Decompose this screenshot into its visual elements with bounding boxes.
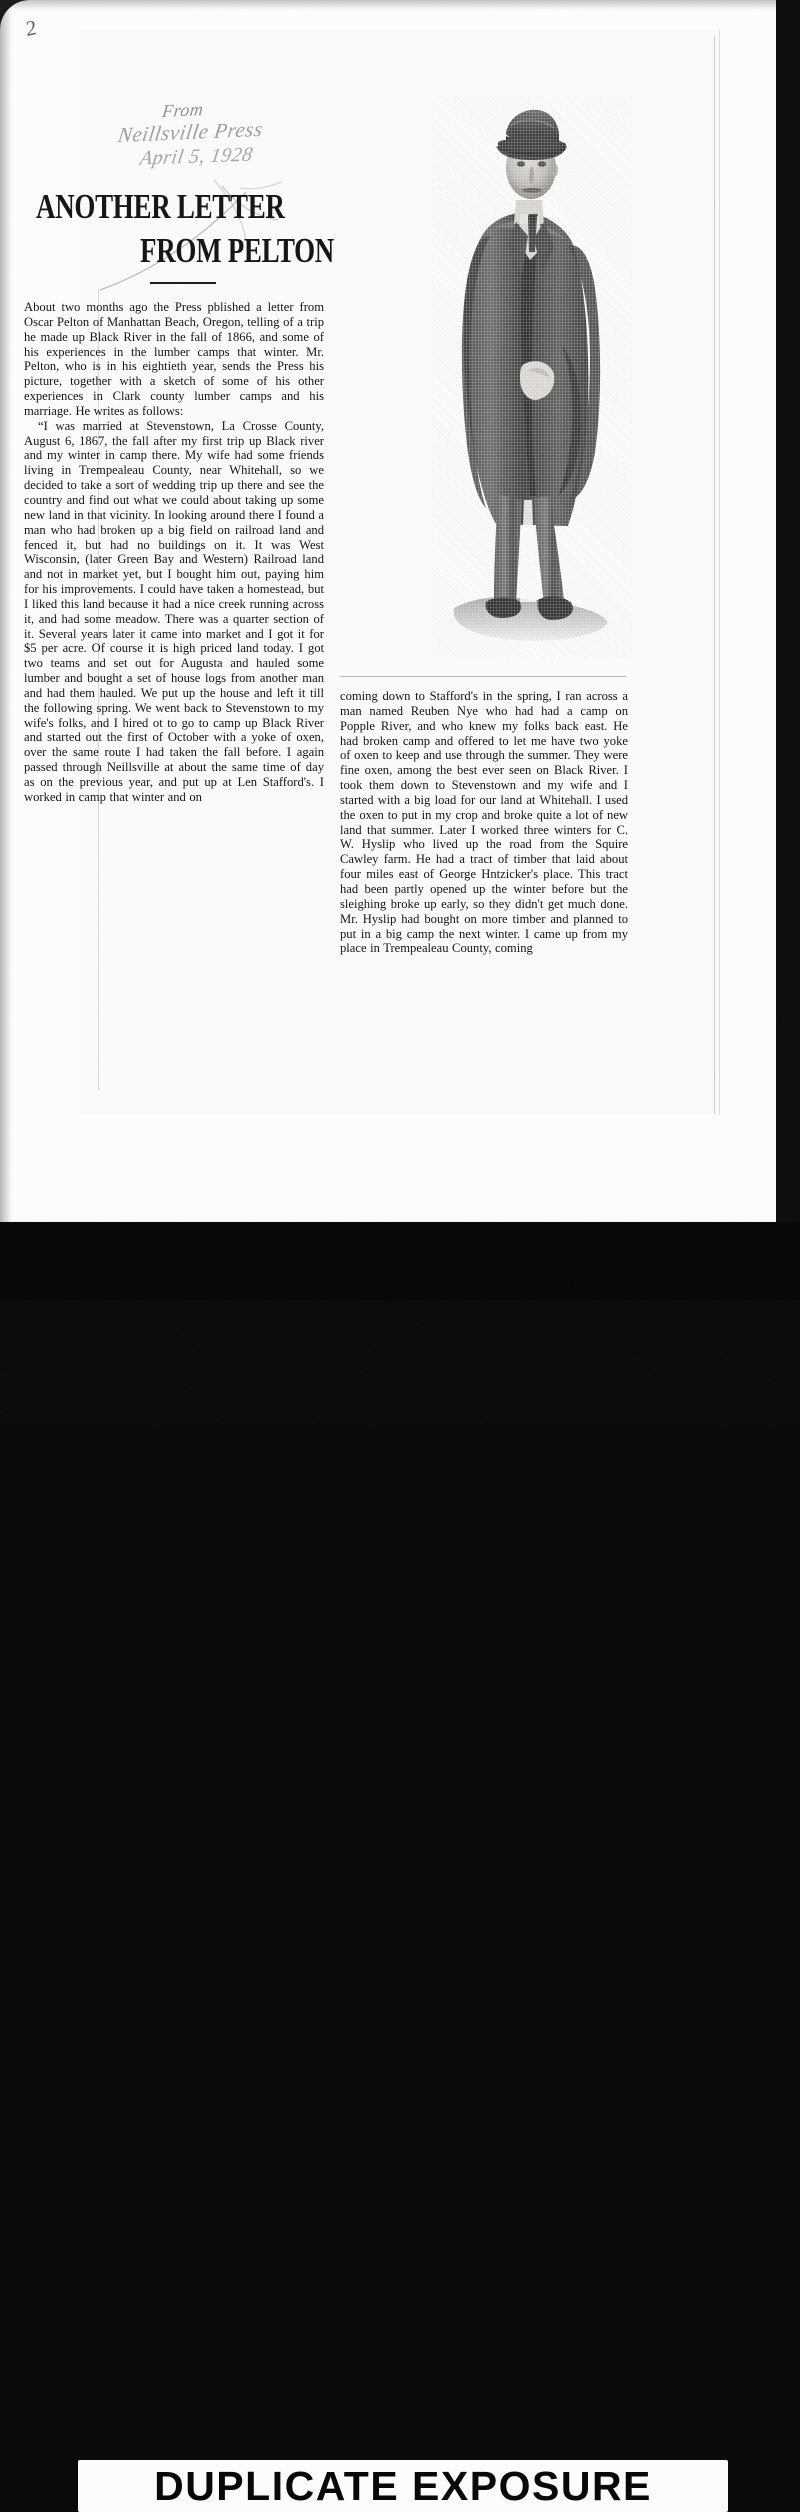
mount-top-edge-shadow bbox=[0, 0, 782, 10]
column-2-top-rule bbox=[340, 676, 626, 677]
handwritten-provenance-note bbox=[116, 96, 398, 170]
article-headline bbox=[34, 186, 334, 270]
bottom-black-band bbox=[0, 1222, 800, 2509]
headline-line-1: ANOTHER LETTER bbox=[36, 187, 285, 226]
column-1-paragraph-1: About two months ago the Press pblished a letter from Oscar Pelton of Manhattan Beach, Oregon, telling of a trip he made up Black River in the fall of 1866, and some of his experiences in the lumber camps that winter. Mr. Pelton, who is in his eightieth year, sends the Press his picture, together with a sketch of some of his other experiences in Clark county lumber camps and his marriage. He writes as follows: bbox=[24, 300, 324, 418]
clipping-right-edge bbox=[719, 30, 720, 1115]
headline-divider-rule bbox=[150, 282, 216, 284]
duplicate-exposure-label: DUPLICATE EXPOSURE bbox=[154, 2462, 652, 2509]
column-2-paragraph-1: coming down to Stafford's in the spring, I ran across a man named Reuben Nye who had had a camp on Popple River, and who knew my folks back east. He had broken camp and offered to let me have two yoke of oxen to keep and use through the summer. They were fine oxen, among the best ever seen on Black River. I took them down to Stevenstown and my wife and I started with a big load for our land at Whitehall. I used the oxen to put in my crop and broke quite a lot of new land that summer. Later I worked three winters for C. W. Hyslip who lived up the road from the Squire Cawley farm. He had a tract of timber that laid about four miles east of George Hntzicker's place. This tract had been partly opened up the winter before but the sleighing broke up early, so they didn't get much done. Mr. Hyslip had bought on more timber and planned to put in a big camp the next winter. I came up from my place in Trempealeau County, coming bbox=[340, 689, 628, 956]
corner-accession-mark: 2 bbox=[24, 14, 38, 42]
handnote-line-from: From bbox=[160, 98, 205, 122]
duplicate-exposure-plate bbox=[78, 2460, 728, 2512]
portrait-photograph-image bbox=[432, 96, 632, 658]
portrait-photograph bbox=[432, 96, 632, 658]
mount-left-edge-shadow bbox=[0, 0, 12, 1222]
handnote-line-publication: Neillsville Press bbox=[116, 116, 265, 148]
column-1-paragraph-2: “I was married at Stevenstown, La Crosse County, August 6, 1867, the fall after my first trip up Black river and my winter in camp there. My wife had some friends living in Trempealeau County, near Whitehall, so we decided to take a sort of wedding trip up there and see the country and find out what we could about taking up some new land in that vicinity. In looking around there I found a man who had broken up a big field on railroad land and fenced it, but had no buildings on it. It was West Wisconsin, (later Green Bay and Western) Railroad land and not in market yet, but I bought him out, paying him for his improvements. I could have taken a homestead, but I liked this land because it had a nice creek running across it, and had some meadow. There was a quarter section of it. Several years later it came into market and I got it for $5 per acre. Of course it is high priced land today. I got two teams and set out for Augusta and hauled some lumber and bought a set of house logs from another man and had them hauled. We put up the house and left it till the following spring. We went back to Stevenstown to my wife's folks, and I hired ot to go to camp up Black River and started out the first of October with a yoke of oxen, over the same route I had taken the fall before. I again passed through Neillsville at about the same time of day as on the previous year, and put up at Len Stafford's. I worked in camp that winter and on bbox=[24, 418, 324, 804]
handnote-line-date: April 5, 1928 bbox=[138, 143, 255, 170]
headline-line-2: FROM PELTON bbox=[140, 231, 334, 270]
clipping-right-rule bbox=[714, 36, 715, 1114]
article-column-2 bbox=[340, 689, 628, 956]
article-column-1 bbox=[24, 300, 324, 805]
scanner-bed-right-margin bbox=[776, 0, 800, 1222]
